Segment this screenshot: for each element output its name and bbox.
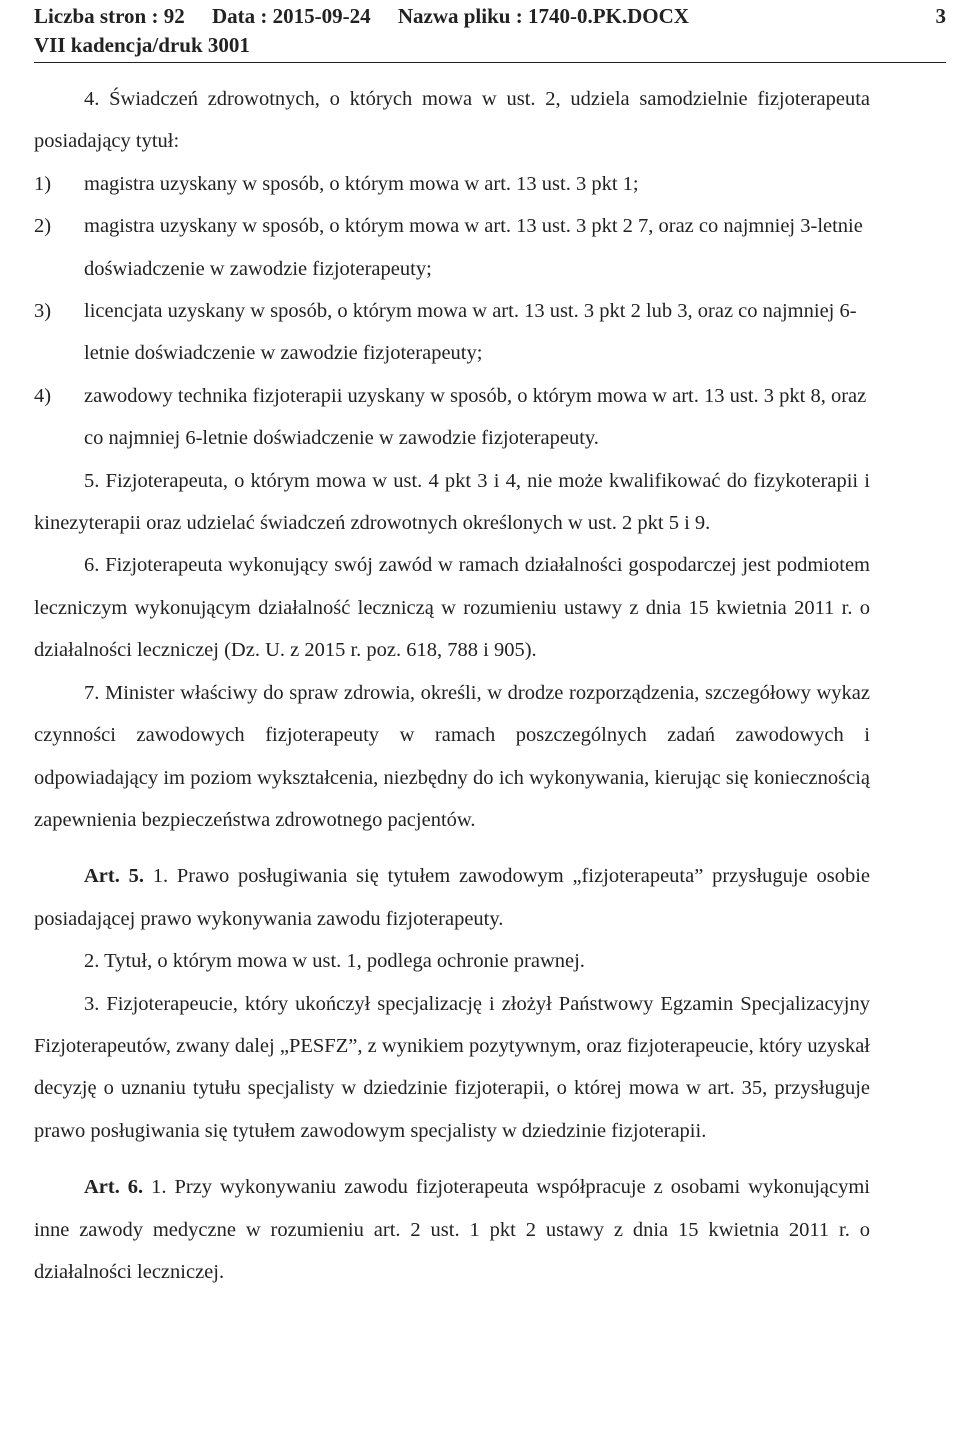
paragraph-7: 7. Minister właściwy do spraw zdrowia, określi, w drodze rozporządzenia, szczegółowy wykaz czynności zawodowych fizjoterapeuty w ramach poszczególnych zadań zawodowych i odpowiadający im poziom wykształcenia, niezbędny do ich wykonywania, kierując się koniecznością zapewnienia bezpieczeństwa zdrowotnego pacjentów.: [34, 681, 870, 831]
list-item: [34, 290, 870, 375]
paragraph-5: 5. Fizjoterapeuta, o którym mowa w ust. 4 pkt 3 i 4, nie może kwalifikować do fizykoterapii i kinezyterapii oraz udzielać świadczeń zdrowotnych określonych w ust. 2 pkt 5 i 9.: [34, 469, 870, 535]
page-header: [34, 2, 946, 63]
article-5-text: 1. Prawo posługiwania się tytułem zawodowym „fizjoterapeuta” przysługuje osobie posiadającej prawo wykonywania zawodu fizjoterapeuty.: [34, 865, 870, 930]
file-name: Nazwa pliku : 1740-0.PK.DOCX: [397, 4, 689, 28]
list-text: magistra uzyskany w sposób, o którym mowa w art. 13 ust. 3 pkt 2 7, oraz co najmniej 3-letnie doświadczenie w zawodzie fizjoterapeuty;: [84, 215, 863, 280]
list-item: [34, 205, 870, 290]
article-6-paragraph-1: [34, 1166, 870, 1293]
header-subtitle: VII kadencja/druk 3001: [34, 33, 250, 57]
header-meta: [34, 2, 711, 31]
list-number: 1): [34, 172, 52, 195]
article-5-paragraph-1: [34, 855, 870, 940]
list-item: [34, 375, 870, 460]
list-item: [34, 163, 870, 205]
paragraph-6: 6. Fizjoterapeuta wykonujący swój zawód w ramach działalności gospodarczej jest podmiotem leczniczym wykonującym działalność leczniczą w rozumieniu ustawy z dnia 15 kwietnia 2011 r. o działalności leczniczej (Dz. U. z 2015 r. poz. 618, 788 i 905).: [34, 554, 870, 662]
list-number: 2): [34, 215, 52, 238]
list-text: licencjata uzyskany w sposób, o którym mowa w art. 13 ust. 3 pkt 2 lub 3, oraz co najmniej 6-letnie doświadczenie w zawodzie fizjoterapeuty;: [84, 300, 857, 365]
document-body: [34, 78, 870, 1293]
article-6-text: 1. Przy wykonywaniu zawodu fizjoterapeuta współpracuje z osobami wykonującymi inne zawody medyczne w rozumieniu art. 2 ust. 1 pkt 2 ustawy z dnia 15 kwietnia 2011 r. o działalności leczniczej.: [34, 1176, 870, 1283]
article-5-label: Art. 5.: [84, 865, 144, 888]
article-5-paragraph-3: 3. Fizjoterapeucie, który ukończył specjalizację i złożył Państwowy Egzamin Specjalizacyjny Fizjoterapeutów, zwany dalej „PESFZ”, z wynikiem pozytywnym, oraz fizjoterapeucie, który uzyskał decyzję o uznaniu tytułu specjalisty w dziedzinie fizjoterapii, o której mowa w art. 35, przysługuje prawo posługiwania się tytułem zawodowym specjalisty w dziedzinie fizjoterapii.: [34, 992, 870, 1142]
paragraph-4: 4. Świadczeń zdrowotnych, o których mowa w ust. 2, udziela samodzielnie fizjoterapeuta posiadający tytuł:: [34, 88, 870, 153]
article-5-paragraph-2: 2. Tytuł, o którym mowa w ust. 1, podlega ochronie prawnej.: [84, 950, 585, 973]
list-text: zawodowy technika fizjoterapii uzyskany w sposób, o którym mowa w art. 13 ust. 3 pkt 8, oraz co najmniej 6-letnie doświadczenie w zawodzie fizjoterapeuty.: [84, 384, 867, 450]
list-number: 3): [34, 300, 52, 323]
page-number: 3: [935, 4, 946, 28]
article-6-label: Art. 6.: [84, 1176, 144, 1199]
list-number: 4): [34, 384, 52, 407]
list-text: magistra uzyskany w sposób, o którym mowa w art. 13 ust. 3 pkt 1;: [84, 172, 639, 195]
page-count: Liczba stron : 92: [34, 4, 185, 28]
document-date: Data : 2015-09-24: [211, 4, 371, 28]
